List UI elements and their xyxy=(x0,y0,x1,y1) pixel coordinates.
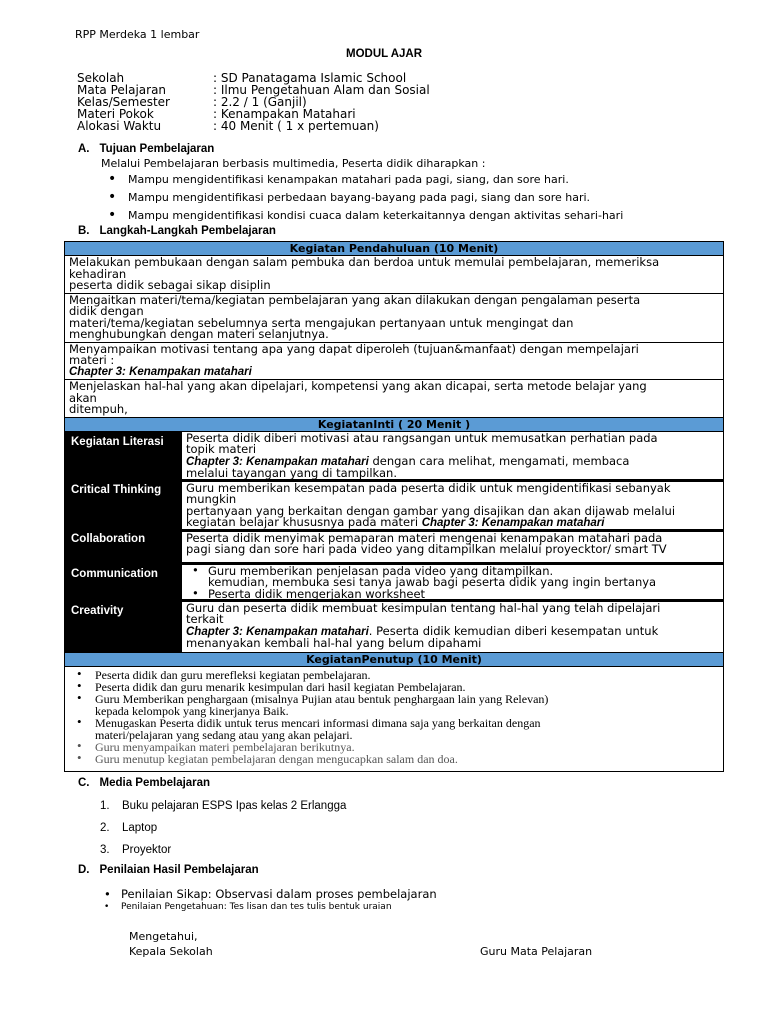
section-title: Penilaian Hasil Pembelajaran xyxy=(99,864,259,876)
cell-text: pagi siang dan sore hari pada video yang ditampilkan melalui proyecktor/ smart TV xyxy=(186,542,667,556)
cell-text: menanyakan kembali hal-hal yang belum dipahami xyxy=(186,636,482,650)
info-value: : 40 Menit ( 1 x pertemuan) xyxy=(213,119,379,133)
inti-cell-communication xyxy=(181,565,723,599)
pendahuluan-header: Kegiatan Pendahuluan (10 Menit) xyxy=(65,242,723,256)
table-row xyxy=(65,380,723,418)
section-a-intro: Melalui Pembelajaran berbasis multimedia, Peserta didik diharapkan : xyxy=(101,157,486,170)
section-letter: C. xyxy=(78,777,90,789)
section-letter: A. xyxy=(78,143,90,155)
list-item: • Peserta didik mengerjakan worksheet xyxy=(186,589,719,601)
penutup-content xyxy=(65,667,723,771)
row-text: menghubungkan dengan materi selanjutnya. xyxy=(69,327,329,341)
cell-text: kegiatan belajar khususnya pada materi xyxy=(186,515,422,529)
section-letter: D. xyxy=(78,864,90,876)
item-text: Proyektor xyxy=(122,844,172,856)
info-key: Materi Pokok xyxy=(77,107,154,121)
list-item: • Mampu mengidentifikasi kenampakan matahari pada pagi, siang, dan sore hari. xyxy=(102,174,722,186)
info-value: : Ilmu Pengetahuan Alam dan Sosial xyxy=(213,83,430,97)
info-key: Kelas/Semester xyxy=(77,95,170,109)
cell-text: dengan cara melihat, mengamati, membaca xyxy=(368,453,630,468)
cell-text: Guru memberikan kesempatan pada peserta didik untuk mengidentifikasi sebanyak xyxy=(186,480,671,495)
inti-cell-literasi xyxy=(181,432,723,479)
list-item: • Guru Memberikan penghargaan (misalnya Pujian atau bentuk penghargaan lain yang Relevan) kepada kelompok yang kinerjanya Baik. xyxy=(69,693,719,717)
chapter-emphasis: Chapter 3: Kenampakan matahari xyxy=(69,365,252,378)
inti-contents xyxy=(181,432,723,652)
info-key: Sekolah xyxy=(77,71,125,85)
list-item: • Guru menyampaikan materi pembelajaran berikutnya. xyxy=(69,741,719,753)
row-text: materi/tema/kegiatan sebelumnya serta mengajukan pertanyaan untuk mengingat dan xyxy=(69,315,574,330)
row-text: Melakukan pembukaan dengan salam pembuka dan berdoa untuk memulai pembelajaran, memeriksa xyxy=(69,255,660,269)
inti-cell-critical xyxy=(181,482,723,529)
cell-text: terkait xyxy=(186,612,224,626)
inti-cell-collaboration xyxy=(181,532,723,562)
row-text: akan xyxy=(69,390,97,405)
row-text: kehadiran xyxy=(69,266,127,281)
info-value: : 2.2 / 1 (Ganjil) xyxy=(213,95,307,109)
label-creativity: Creativity xyxy=(65,601,181,652)
cell-text: Peserta didik menyimak pemaparan materi mengenai kenampakan matahari pada xyxy=(186,530,663,545)
item-text: Laptop xyxy=(122,822,158,834)
row-text: materi : xyxy=(69,353,115,367)
assessment-item: • Penilaian Sikap: Observasi dalam proses pembelajaran xyxy=(104,887,437,901)
table-row xyxy=(65,294,723,343)
info-value: : Kenampakan Matahari xyxy=(213,107,356,121)
assessment-item: • Penilaian Pengetahuan: Tes lisan dan tes tulis bentuk uraian xyxy=(104,902,392,912)
penutup-list xyxy=(69,669,719,765)
doc-title: MODUL AJAR xyxy=(345,48,423,60)
list-item: 1. Buku pelajaran ESPS Ipas kelas 2 Erlangga xyxy=(100,800,347,812)
list-item: • Mampu mengidentifikasi kondisi cuaca dalam keterkaitannya dengan aktivitas sehari-hari xyxy=(102,210,722,222)
inti-header: KegiatanInti ( 20 Menit ) xyxy=(65,418,723,432)
inti-cell-creativity xyxy=(181,602,723,652)
list-item: • Mampu mengidentifikasi perbedaan bayang-bayang pada pagi, siang dan sore hari. xyxy=(102,192,722,204)
cell-text: Peserta didik diberi motivasi atau rangsangan untuk memusatkan perhatian pada xyxy=(186,430,658,445)
table-row xyxy=(65,343,723,381)
section-letter: B. xyxy=(78,225,90,237)
list-item: • Peserta didik dan guru merefleksi kegiatan pembelajaran. xyxy=(69,669,719,681)
signature-mengetahui: Mengetahui, xyxy=(129,930,198,943)
cell-text: Guru dan peserta didik membuat kesimpulan tentang hal-hal yang telah dipelajari xyxy=(186,600,661,615)
item-text: Penilaian Sikap: Observasi dalam proses pembelajaran xyxy=(121,887,437,901)
cell-text: Guru memberikan penjelasan pada video yang ditampilkan. xyxy=(208,563,554,578)
info-key: Mata Pelajaran xyxy=(77,83,167,97)
table-row xyxy=(65,256,723,294)
chapter-emphasis: Chapter 3: Kenampakan matahari xyxy=(186,455,369,468)
list-item: • Peserta didik dan guru menarik kesimpulan dari hasil kegiatan Pembelajaran. xyxy=(69,681,719,693)
row-text: Menjelaskan hal-hal yang akan dipelajari, kompetensi yang akan dicapai, serta metode belajar yang xyxy=(69,379,647,393)
section-title: Media Pembelajaran xyxy=(99,777,211,789)
media-list xyxy=(100,799,346,865)
info-key: Alokasi Waktu xyxy=(77,119,162,133)
signature-guru: Guru Mata Pelajaran xyxy=(480,945,593,958)
label-literasi: Kegiatan Literasi xyxy=(65,432,181,480)
cell-text: kemudian, membuka sesi tanya jawab bagi peserta didik yang ingin bertanya xyxy=(208,575,657,589)
label-critical-thinking: Critical Thinking xyxy=(65,480,181,529)
row-text: Menyampaikan motivasi tentang apa yang dapat diperoleh (tujuan&manfaat) dengan mempelajari xyxy=(69,341,639,356)
chapter-emphasis: Chapter 3: Kenampakan matahari xyxy=(421,517,605,529)
cell-text: topik materi xyxy=(186,442,257,456)
cell-text: melalui tayangan yang di tampilkan. xyxy=(186,466,397,480)
inti-section xyxy=(65,432,723,652)
section-a-heading xyxy=(78,143,214,155)
list-item xyxy=(186,563,719,589)
list-item: • Menugaskan Peserta didik untuk terus mencari informasi dimana saja yang berkaitan dengan materi/pelajaran yang sedang atau yang akan pelajari. xyxy=(69,717,719,741)
row-text: peserta didik sebagai sikap disiplin xyxy=(69,278,271,292)
penutup-header: KegiatanPenutup (10 Menit) xyxy=(65,652,723,667)
list-item: • Guru menutup kegiatan pembelajaran dengan mengucapkan salam dan doa. xyxy=(69,753,719,765)
item-text: Penilaian Pengetahuan: Tes lisan dan tes tulis bentuk uraian xyxy=(121,902,392,912)
cell-text: mungkin xyxy=(186,492,237,506)
row-text: ditempuh, xyxy=(69,402,128,416)
section-c-heading xyxy=(78,777,210,789)
objectives-list xyxy=(102,174,722,228)
info-table xyxy=(77,72,430,132)
section-d-heading xyxy=(78,864,259,876)
cell-text: pertanyaan yang berkaitan dengan gambar yang disajikan dan akan dijawab melalui xyxy=(186,503,676,518)
section-title: Tujuan Pembelajaran xyxy=(99,143,215,155)
section-title: Langkah-Langkah Pembelajaran xyxy=(99,225,276,237)
label-communication: Communication xyxy=(65,564,181,601)
info-value: : SD Panatagama Islamic School xyxy=(213,71,407,85)
item-text: Buku pelajaran ESPS Ipas kelas 2 Erlangga xyxy=(122,800,347,812)
lesson-steps-table xyxy=(64,241,724,772)
list-item: 2. Laptop xyxy=(100,822,158,834)
signature-kepala: Kepala Sekolah xyxy=(129,945,213,958)
row-text: Mengaitkan materi/tema/kegiatan pembelajaran yang akan dilakukan dengan pengalaman peserta xyxy=(69,292,641,307)
section-b-heading xyxy=(78,225,276,237)
inti-labels xyxy=(65,432,181,652)
list-item: 3. Proyektor xyxy=(100,844,172,856)
doc-label: RPP Merdeka 1 lembar xyxy=(75,28,200,41)
chapter-emphasis: Chapter 3: Kenampakan matahari xyxy=(186,625,369,638)
row-text: didik dengan xyxy=(69,304,144,318)
label-collaboration: Collaboration xyxy=(65,529,181,564)
cell-text: . Peserta didik kemudian diberi kesempatan untuk xyxy=(368,623,659,638)
